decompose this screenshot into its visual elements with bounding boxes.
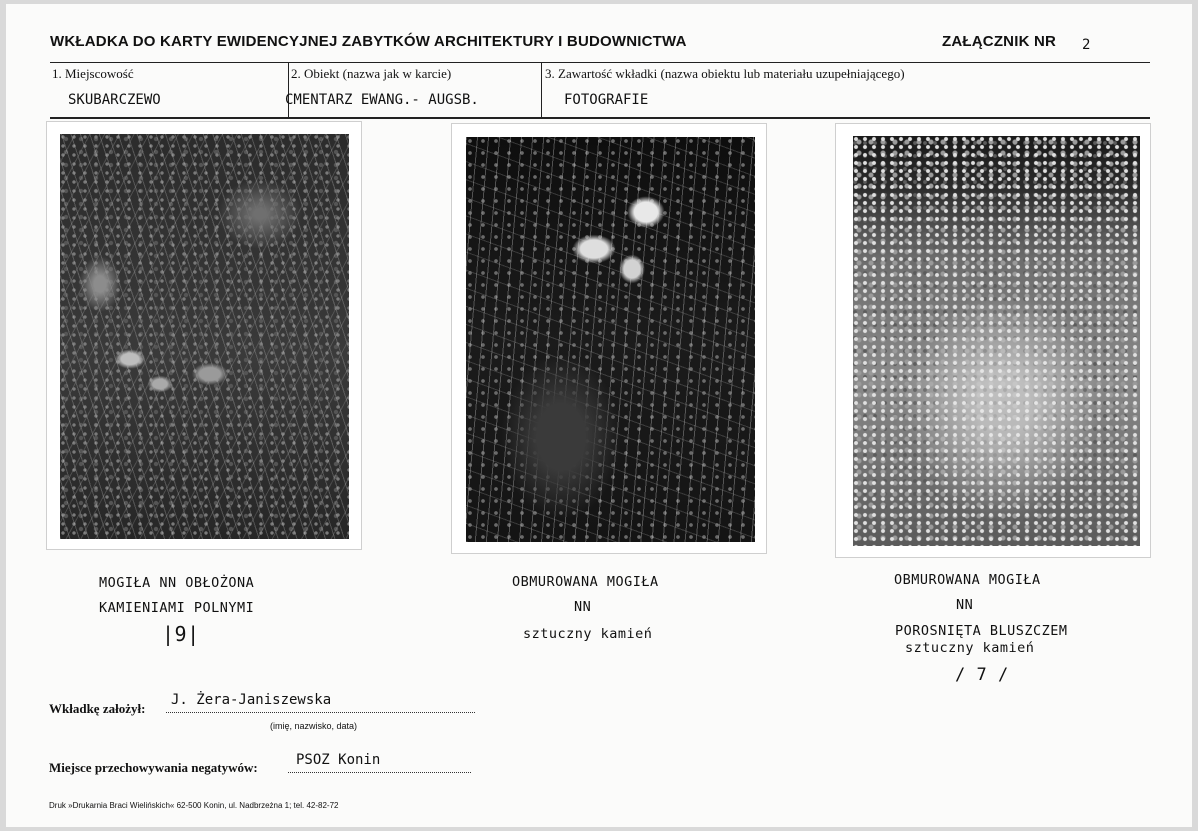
table-top-rule [50, 62, 1150, 63]
object-value: CMENTARZ EWANG.- AUGSB. [285, 92, 479, 108]
photo-3-number: / 7 / [955, 665, 1009, 685]
column-divider [288, 62, 289, 118]
attachment-label: ZAŁĄCZNIK NR [942, 33, 1057, 50]
photo-3-caption-line: POROSNIĘTA BLUSZCZEM [895, 623, 1068, 639]
founder-label: Wkładkę założył: [49, 701, 146, 716]
photo-3-caption-line: sztuczny kamień [905, 640, 1035, 656]
column-divider [541, 62, 542, 118]
photo-1-caption-line: MOGIŁA NN OBŁOŻONA [99, 575, 255, 591]
locality-label: 1. Miejscowość [52, 66, 134, 81]
photo-3-caption-line: NN [956, 597, 974, 613]
table-bottom-rule [50, 117, 1150, 119]
photo-mount-3 [835, 123, 1151, 558]
object-label: 2. Obiekt (nazwa jak w karcie) [291, 66, 452, 81]
photo-3-caption-line: OBMUROWANA MOGIŁA [894, 572, 1041, 588]
photo-1-caption-line: KAMIENIAMI POLNYMI [99, 600, 255, 616]
photo-2-caption-line: NN [574, 599, 592, 615]
photo-2-caption-line: sztuczny kamień [523, 626, 653, 642]
negatives-label: Miejsce przechowywania negatywów: [49, 760, 258, 775]
founder-value: J. Żera-Janiszewska [171, 692, 332, 708]
founder-hint: (imię, nazwisko, data) [270, 721, 358, 731]
grave-photo-2 [466, 137, 755, 542]
contents-label: 3. Zawartość wkładki (nazwa obiektu lub materiału uzupełniającego) [545, 66, 905, 81]
locality-value: SKUBARCZEWO [68, 92, 161, 108]
record-sheet [6, 4, 1192, 827]
photo-1-number: |9| [162, 622, 200, 646]
grave-photo-1 [60, 134, 349, 539]
printer-imprint: Druk »Drukarnia Braci Wielińskich« 62-500 Konin, ul. Nadbrzeżna 1; tel. 42-82-72 [49, 801, 339, 810]
grave-photo-3 [853, 136, 1140, 546]
sheet-title: WKŁADKA DO KARTY EWIDENCYJNEJ ZABYTKÓW ARCHITEKTURY I BUDOWNICTWA [50, 33, 687, 50]
photo-mount-2 [451, 123, 767, 554]
photo-mount-1 [46, 121, 362, 550]
photo-2-caption-line: OBMUROWANA MOGIŁA [512, 574, 659, 590]
attachment-number: 2 [1082, 37, 1091, 53]
negatives-value: PSOZ Konin [296, 752, 381, 768]
contents-value: FOTOGRAFIE [564, 92, 649, 108]
